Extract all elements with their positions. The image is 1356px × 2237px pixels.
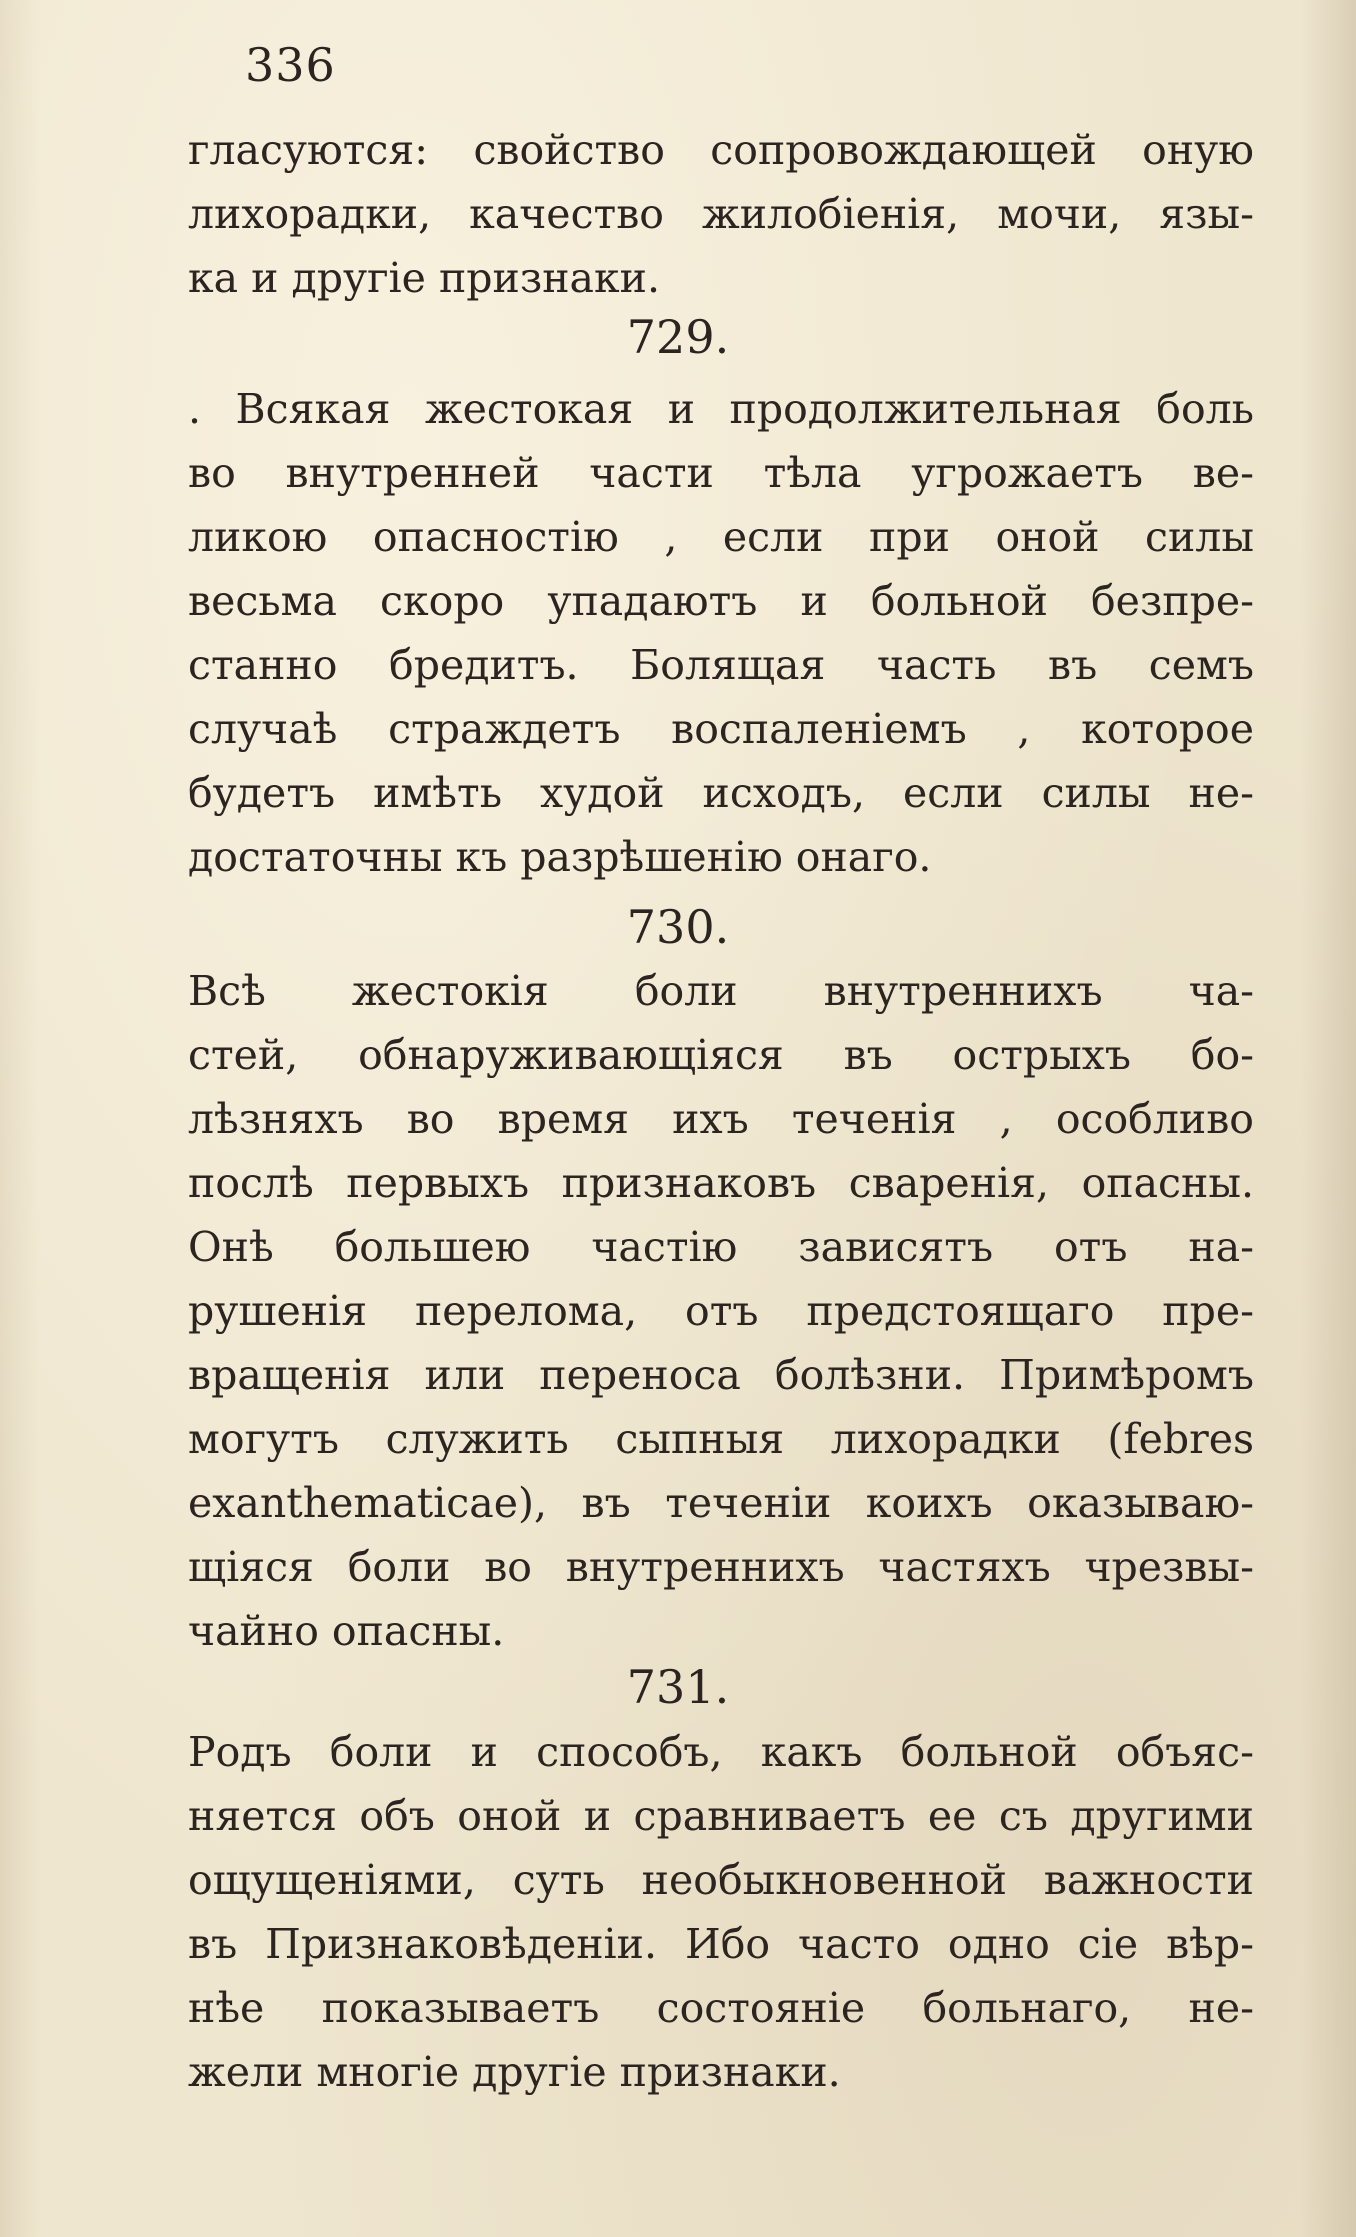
text-line: будетъ имѣть худой исходъ, если силы не- bbox=[188, 769, 1254, 817]
section-number-731: 731. bbox=[626, 1660, 730, 1714]
text-line: въ Признаковѣденіи. Ибо часто одно сіе вѣр- bbox=[188, 1920, 1254, 1968]
text-line: Онѣ большею частію зависятъ отъ на- bbox=[188, 1223, 1254, 1271]
text-line: . Всякая жестокая и продолжительная боль bbox=[188, 385, 1254, 433]
text-line: Родъ боли и способъ, какъ больной объяс- bbox=[188, 1728, 1254, 1776]
page-number: 336 bbox=[245, 38, 336, 92]
text-line: весьма скоро упадаютъ и больной безпре- bbox=[188, 577, 1254, 625]
text-line: ощущеніями, суть необыкновенной важности bbox=[188, 1856, 1254, 1904]
text-line: exanthematicae), въ теченіи коихъ оказываю- bbox=[188, 1479, 1254, 1527]
text-line: няется объ оной и сравниваетъ ее съ другими bbox=[188, 1792, 1254, 1840]
paragraph-continuation bbox=[188, 118, 1254, 310]
text-line: стей, обнаруживающіяся въ острыхъ бо- bbox=[188, 1031, 1254, 1079]
text-line: жели многіе другіе признаки. bbox=[188, 2048, 841, 2096]
text-line: во внутренней части тѣла угрожаетъ ве- bbox=[188, 449, 1254, 497]
text-line: гласуются: свойство сопровождающей оную bbox=[188, 126, 1254, 174]
section-number-729: 729. bbox=[626, 310, 730, 364]
text-line: случаѣ страждетъ воспаленіемъ , которое bbox=[188, 705, 1254, 753]
paragraph-731 bbox=[188, 1720, 1254, 2104]
text-line: вращенія или переноса болѣзни. Примѣромъ bbox=[188, 1351, 1254, 1399]
text-line: лѣзняхъ во время ихъ теченія , особливо bbox=[188, 1095, 1254, 1143]
text-line: ликою опасностію , если при оной силы bbox=[188, 513, 1254, 561]
text-line: послѣ первыхъ признаковъ сваренія, опасны. bbox=[188, 1159, 1254, 1207]
text-line: лихорадки, качество жилобіенія, мочи, язы- bbox=[188, 190, 1254, 238]
paragraph-730 bbox=[188, 959, 1254, 1663]
paragraph-729 bbox=[188, 377, 1254, 889]
section-number-730: 730. bbox=[626, 900, 730, 954]
text-line: щіяся боли во внутреннихъ частяхъ чрезвы- bbox=[188, 1543, 1254, 1591]
text-line: ка и другіе признаки. bbox=[188, 254, 660, 302]
text-line: могутъ служить сыпныя лихорадки (febres bbox=[188, 1415, 1254, 1463]
text-line: нѣе показываетъ состояніе больнаго, не- bbox=[188, 1984, 1254, 2032]
text-line: станно бредитъ. Болящая часть въ семъ bbox=[188, 641, 1254, 689]
text-line: рушенія перелома, отъ предстоящаго пре- bbox=[188, 1287, 1254, 1335]
text-line: достаточны къ разрѣшенію онаго. bbox=[188, 833, 932, 881]
text-line: Всѣ жестокія боли внутреннихъ ча- bbox=[188, 967, 1254, 1015]
text-line: чайно опасны. bbox=[188, 1607, 505, 1655]
